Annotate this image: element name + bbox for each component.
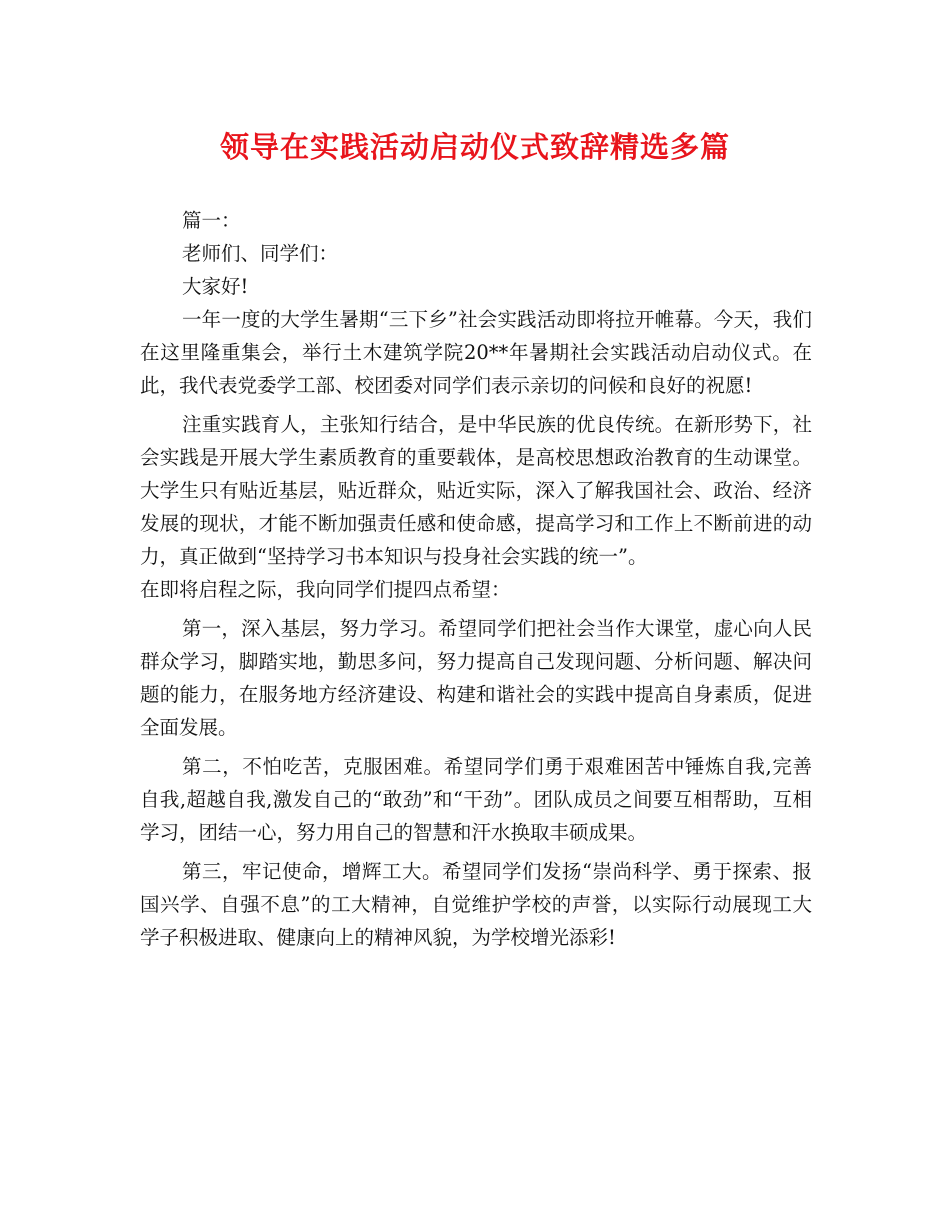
- body-paragraph: 一年一度的大学生暑期“三下乡”社会实践活动即将拉开帷幕。今天，我们在这里隆重集会，举行土木建筑学院20**年暑期社会实践活动启动仪式。在此，我代表党委学工部、校团委对同学们表示亲切的问候和良好的祝愿!: [140, 308, 812, 397]
- section-heading: 篇一：: [182, 209, 241, 232]
- body-paragraph: 第二，不怕吃苦，克服困难。希望同学们勇于艰难困苦中锤炼自我,完善自我,超越自我,激发自己的“敢劲”和“干劲”。团队成员之间要互相帮助，互相学习，团结一心，努力用自己的智慧和汗水换取丰硕成果。: [140, 755, 812, 844]
- body-paragraph: 注重实践育人，主张知行结合，是中华民族的优良传统。在新形势下，社会实践是开展大学生素质教育的重要载体，是高校思想政治教育的生动课堂。大学生只有贴近基层，贴近群众，贴近实际，深入了解我国社会、政治、经济发展的现状，才能不断加强责任感和使命感，提高学习和工作上不断前进的动力，真正做到“坚持学习书本知识与投身社会实践的统一”。: [140, 413, 812, 568]
- salutation: 老师们、同学们：: [182, 242, 339, 265]
- document-body: [140, 204, 812, 954]
- body-paragraph: 第一，深入基层，努力学习。希望同学们把社会当作大课堂，虚心向人民群众学习，脚踏实地，勤思多问，努力提高自己发现问题、分析问题、解决问题的能力，在服务地方经济建设、构建和谐社会的实践中提高自身素质，促进全面发展。: [140, 617, 812, 739]
- body-paragraph: 第三，牢记使命，增辉工大。希望同学们发扬“崇尚科学、勇于探索、报国兴学、自强不息”的工大精神，自觉维护学校的声誉，以实际行动展现工大学子积极进取、健康向上的精神风貌，为学校增光添彩!: [140, 860, 812, 949]
- body-paragraph: 在即将启程之际，我向同学们提四点希望：: [140, 578, 511, 601]
- document-title: 领导在实践活动启动仪式致辞精选多篇: [219, 130, 730, 164]
- greeting: 大家好!: [182, 275, 249, 298]
